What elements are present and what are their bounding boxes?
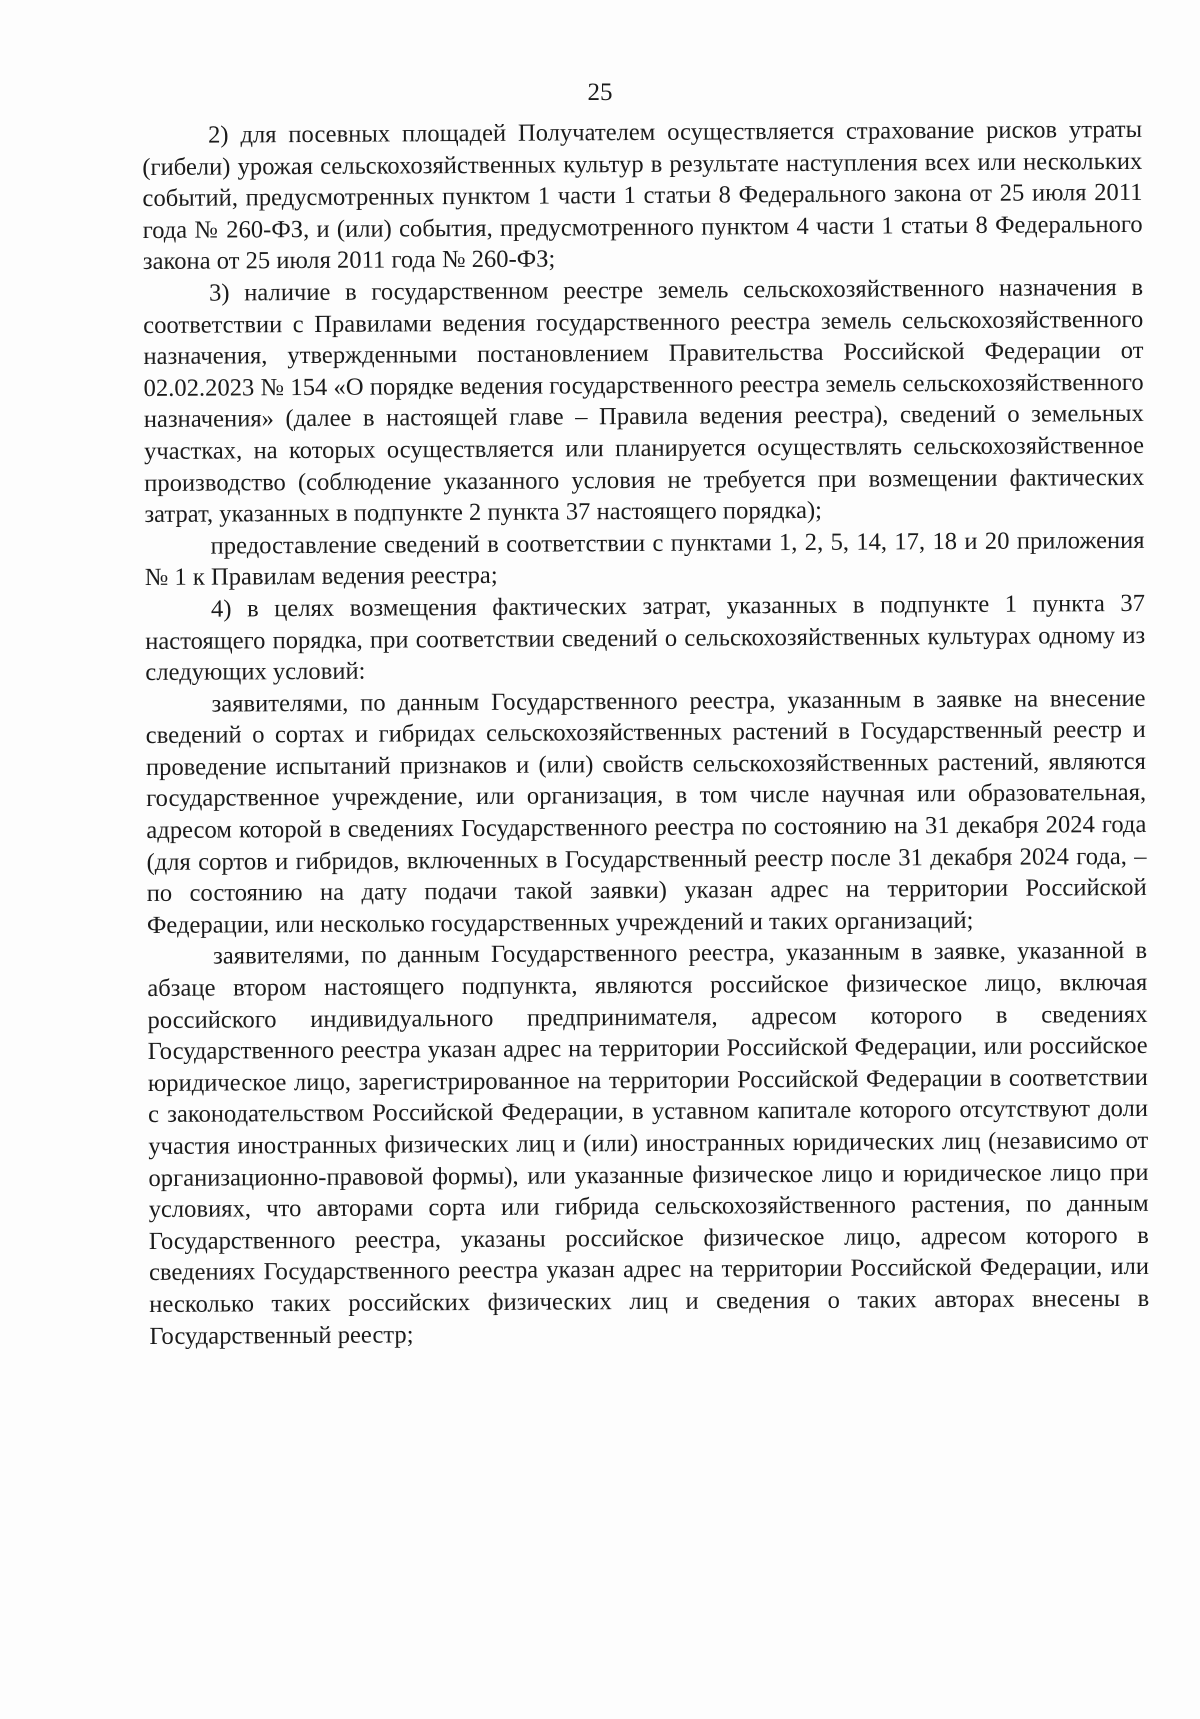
page-number: 25 xyxy=(587,79,613,106)
paragraph-crop-conditions: 4) в целях возмещения фактических затрат, указанных в подпункте 1 пункта 37 настоящего порядка, при соответствии сведений о сельскохозяйственных культурах одному из следующих условий: xyxy=(145,589,1146,687)
paragraph-land-registry-condition: 3) наличие в государственном реестре земель сельскохозяйственного назначения в соответствии с Правилами ведения государственного реестра земель сельскохозяйственного назначения, утвержденными постановлением Правительства Российской Федерации от 02.02.2023 № 154 «О порядке ведения государственного реестра земель сельскохозяйственного назначения» (далее в настоящей главе – Правила ведения реестра), сведений о земельных участках, на которых осуществляется или планируется осуществлять сельскохозяйственное производство (соблюдение указанного условия не требуется при возмещении фактических затрат, указанных в подпункте 2 пункта 37 настоящего порядка); xyxy=(143,273,1145,529)
paragraph-insurance-condition: 2) для посевных площадей Получателем осуществляется страхование рисков утраты (гибели) урожая сельскохозяйственных культур в результате наступления всех или нескольких событий, предусмотренных пунктом 1 части 1 статьи 8 Федерального закона от 25 июля 2011 года № 260-ФЗ, и (или) события, предусмотренного пунктом 4 части 1 статьи 8 Федерального закона от 25 июля 2011 года № 260-ФЗ; xyxy=(142,115,1143,276)
paragraph-russian-person-applicants: заявителями, по данным Государственного реестра, указанным в заявке, указанной в абзаце втором настоящего подпункта, являются российское физическое лицо, включая российского индивидуального предпринимателя, адресом которого в сведениях Государственного реестра указан адрес на территории Российской Федерации, или российское юридическое лицо, зарегистрированное на территории Российской Федерации в соответствии с законодательством Российской Федерации, в уставном капитале которого отсутствуют доли участия иностранных физических лиц и (или) иностранных юридических лиц (независимо от организационно-правовой формы), или указанные физическое лицо и юридическое лицо при условиях, что авторами сорта или гибрида сельскохозяйственного растения, по данным Государственного реестра, указаны российское физическое лицо, адресом которого в сведениях Государственного реестра указан адрес на территории Российской Федерации, или несколько таких российских физических лиц и сведения о таких авторах внесены в Государственный реестр; xyxy=(147,937,1150,1350)
document-body xyxy=(142,114,1150,1352)
paragraph-state-institution-applicants: заявителями, по данным Государственного реестра, указанным в заявке на внесение сведений о сортах и гибридах сельскохозяйственных растений в Государственный реестр и проведение испытаний признаков и (или) свойств сельскохозяйственных растений, являются государственное учреждение, или организация, в том числе научная или образовательная, адресом которой в сведениях Государственного реестра по состоянию на 31 декабря 2024 года (для сортов и гибридов, включенных в Государственный реестр после 31 декабря 2024 года, – по состоянию на дату подачи такой заявки) указан адрес на территории Российской Федерации, или несколько государственных учреждений и таких организаций; xyxy=(145,684,1147,939)
paragraph-registry-information: предоставление сведений в соответствии с пунктами 1, 2, 5, 14, 17, 18 и 20 приложения № 1 к Правилам ведения реестра; xyxy=(144,526,1145,592)
